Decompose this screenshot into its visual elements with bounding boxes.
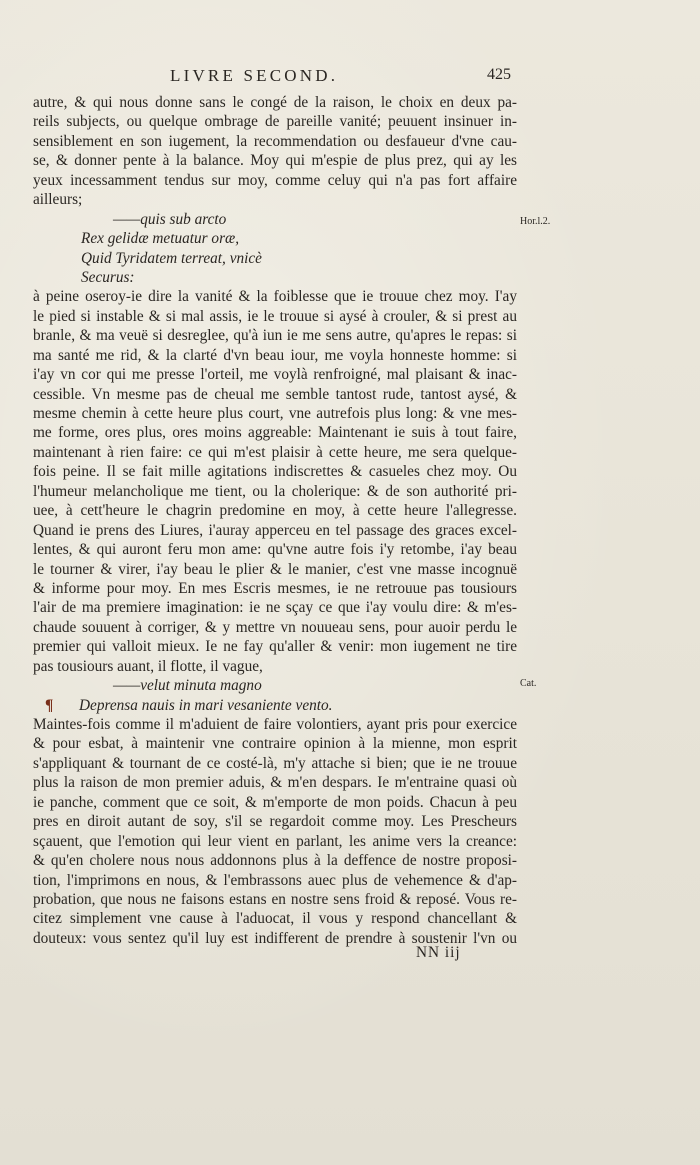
- verse-line: [33, 696, 517, 715]
- text-line: maintenant à rien faire: ce qui m'est plaisir à cette heure, me sera quelque-: [33, 443, 517, 461]
- text-line: lentes, & qui auront feru mon ame: qu'vne autre fois i'y retombe, i'ay beau: [33, 541, 517, 559]
- margin-note-horace: Hor.l.2.: [520, 216, 551, 227]
- text-line: reils subjects, ou quelque ombrage de pareille vanité; peuuent insinuer in-: [33, 113, 517, 131]
- text-line: ailleurs;: [33, 191, 83, 209]
- text-line: l'humeur melancholique me tient, ou la cholerique: & de son authorité pri-: [33, 482, 517, 500]
- text-line: citez simplement vne cause à l'aduocat, il vous y respond chancellant &: [33, 910, 517, 928]
- verse-line: Rex gelidæ metuatur oræ,: [81, 230, 240, 248]
- margin-note-catullus: Cat.: [520, 678, 537, 689]
- text-line: fois peine. Il se fait mille agitations indiscrettes & casueles chez moy. Ou: [33, 463, 517, 481]
- text-line: plus la raison de mon premier aduis, & m'en despars. Ie m'entraine quasi où: [33, 774, 517, 792]
- text-line: uee, à cett'heure le chagrin predomine en moy, à cette heure l'allegresse.: [33, 502, 517, 520]
- text-line: cessible. Vn mesme pas de cheual me semble tantost rude, tantost aysé, &: [33, 385, 517, 403]
- text-line: yeux incessamment tendus sur moy, comme celuy qui n'a pas fort affaire: [33, 171, 517, 189]
- text-line: sçauent, que l'emotion qui leur vient en parlant, les anime vers la creance:: [33, 832, 517, 850]
- text-line: tion, l'imprimons en nous, & l'embrassons auec plus de vehemence & d'ap-: [33, 871, 517, 889]
- page-number: 425: [487, 66, 511, 83]
- text-line: & informe pour moy. En mes Escris mesmes, ie ne retrouue pas tousiours: [33, 579, 517, 597]
- text-line: se, & donner pente à la balance. Moy qui m'espie de plus prez, qui ay les: [33, 152, 517, 170]
- running-title: LIVRE SECOND.: [170, 66, 339, 85]
- text-line: premier qui valloit mieux. Ie ne fay qu'aller & venir: mon iugement ne tire: [33, 638, 517, 656]
- text-line: & qu'en cholere nous nous addonnons plus à la deffence de nostre proposi-: [33, 852, 517, 870]
- verse-line: ——quis sub arcto: [113, 210, 227, 228]
- text-line: ie panche, comment que ce soit, & m'emporte de mon poids. Chacun à peu: [33, 793, 517, 811]
- text-line: pas tousiours auant, il flotte, il vague,: [33, 657, 263, 675]
- body-text: [33, 93, 517, 948]
- verse-line: Securus:: [81, 268, 135, 286]
- text-line: Maintes-fois comme il m'aduient de faire volontiers, ayant pris pour exercice: [33, 716, 517, 733]
- text-line: Quand ie prens des Liures, i'auray apperceu en tel passage des graces excel-: [33, 521, 517, 539]
- signature-mark: NN iij: [416, 944, 461, 961]
- text-line: autre, & qui nous donne sans le congé de la raison, le choix en deux pa-: [33, 94, 517, 111]
- text-line: chaude souuent à corriger, & y mettre vn nouueau sens, pour auoir perdu le: [33, 618, 517, 636]
- text-line: douteux: vous sentez qu'il luy est indifferent de prendre à soustenir l'vn ou: [33, 929, 517, 947]
- text-line: pres en diroit autant de soy, s'il se regardoit comme moy. Les Prescheurs: [33, 813, 517, 831]
- text-line: sensiblement en son iugement, la recommendation ou desfaueur d'vne cau-: [33, 132, 517, 150]
- text-line: l'air de ma premiere imagination: ie ne sçay ce que i'ay voulu dire: & m'es-: [33, 599, 517, 617]
- text-line: branle, & ma veuë si desreglee, qu'à iun ie me sens autre, qu'apres le repas: si: [33, 327, 517, 345]
- text-line: ma santé me rid, & la clarté d'vn beau iour, me voyla honneste homme: si: [33, 346, 517, 364]
- page-header: [0, 66, 700, 90]
- text-line: i'ay vn cor qui me presse l'orteil, me voylà renfroigné, mal plaisant & inac-: [33, 366, 517, 384]
- verse-text: Deprensa nauis in mari vesaniente vento.: [79, 696, 333, 714]
- text-line: le pied si instable & si mal assis, ie le trouue si aysé à crouler, & si prest au: [33, 307, 517, 325]
- text-line: me forme, ores plus, ores moins aggreable: Maintenant ie suis à tout faire,: [33, 424, 517, 442]
- pilcrow-mark: ¶: [45, 696, 54, 714]
- text-line: probation, que nous ne faisons estans en nostre sens froid & reposé. Vous re-: [33, 890, 517, 908]
- text-line: à peine oseroy-ie dire la vanité & la foiblesse que ie trouue chez moy. I'ay: [33, 288, 517, 306]
- verse-line: ——velut minuta magno: [113, 677, 262, 695]
- text-line: s'appliquant & tournant de ce costé-là, m'y attache si bien; que ie ne trouue: [33, 754, 517, 772]
- verse-line: Quid Tyridatem terreat, vnicè: [81, 249, 262, 267]
- text-line: mesme chemin à cette heure plus court, vne autrefois plus long: & vne mes-: [33, 405, 517, 422]
- text-line: & pour esbat, à maintenir vne contraire opinion à la mienne, mon esprit: [33, 735, 517, 753]
- text-line: le tourner & virer, i'ay beau le plier & le manier, c'est vne masse incognuë: [33, 560, 517, 578]
